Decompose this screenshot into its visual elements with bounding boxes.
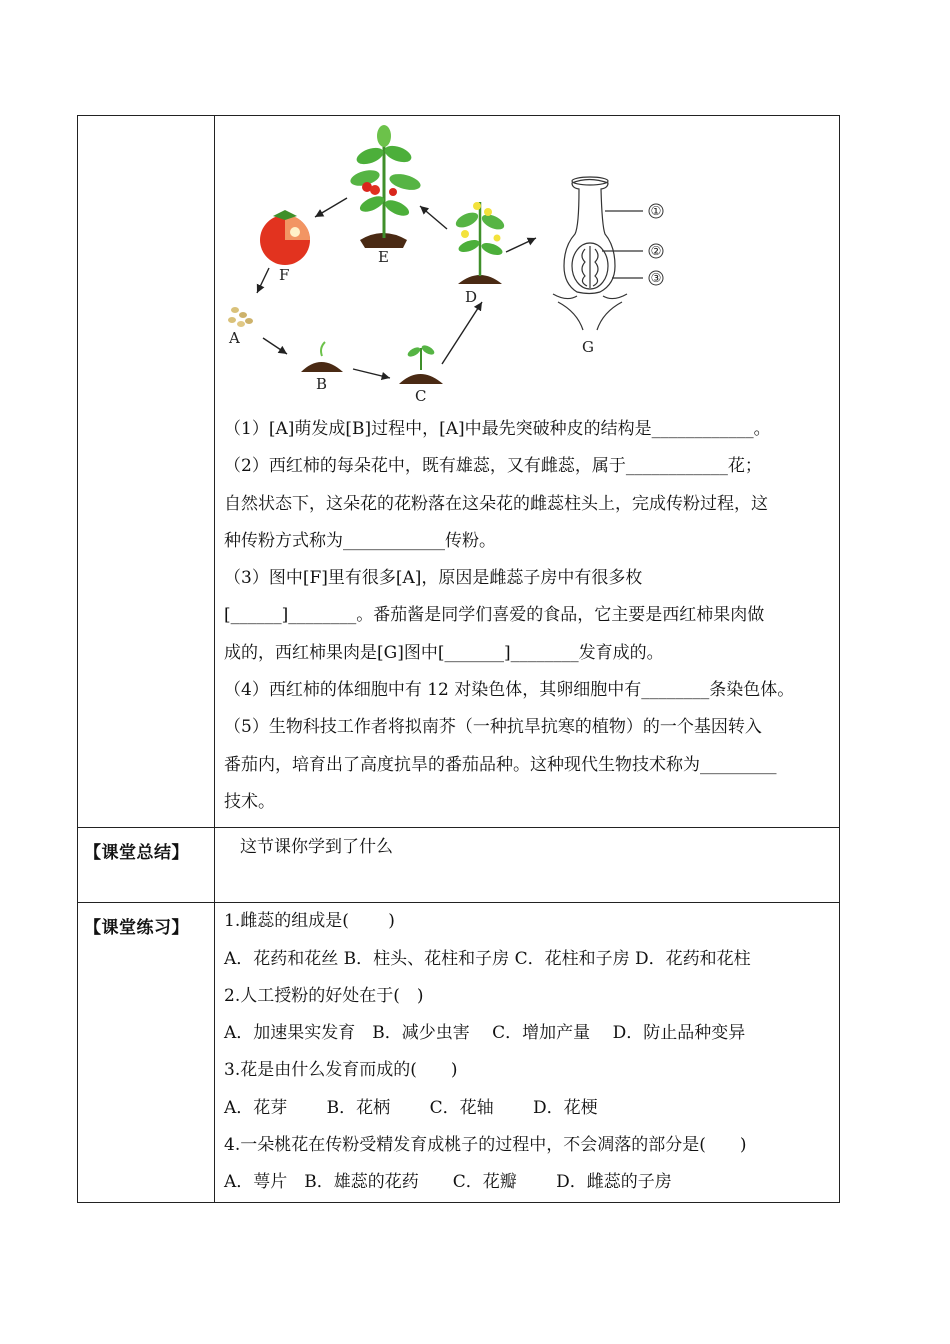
tomato-fruit-f-icon — [260, 210, 310, 265]
practice-label: 【课堂练习】 — [84, 918, 189, 939]
practice-row — [78, 903, 840, 1202]
tomato-life-cycle-diagram — [215, 116, 839, 408]
practice-line: A．加速果实发育 B．减少虫害 C．增加产量 D．防止品种变异 — [224, 1023, 746, 1044]
practice-line: 2.人工授粉的好处在于( ) — [224, 985, 424, 1006]
label-d: D — [465, 288, 478, 306]
practice-line: A．萼片 B．雄蕊的花药 C．花瓣 D．雌蕊的子房 — [224, 1172, 672, 1193]
question-line: [______]________。番茄酱是同学们喜爱的食品，它主要是西红柿果肉做 — [224, 605, 765, 626]
life-cycle-svg — [215, 116, 841, 408]
worksheet-table — [77, 115, 840, 1203]
marker-3: ③ — [650, 271, 662, 285]
summary-cell — [215, 828, 840, 903]
label-g: G — [582, 338, 594, 356]
label-b: B — [316, 375, 328, 393]
question-line: （1）[A]萌发成[B]过程中，[A]中最先突破种皮的结构是____________。 — [224, 419, 771, 439]
pistil-g-diagram — [553, 177, 643, 330]
marker-1: ① — [650, 204, 662, 218]
practice-line: 3.花是由什么发育而成的( ) — [224, 1060, 458, 1081]
question-line: （4）西红柿的体细胞中有 12 对染色体，其卵细胞中有________条染色体。 — [224, 680, 795, 701]
question-line: （3）图中[F]里有很多[A]，原因是雌蕊子房中有很多枚 — [224, 568, 643, 589]
label-c: C — [415, 387, 427, 405]
question-block — [215, 408, 839, 827]
diagram-row — [78, 116, 840, 828]
question-line: 种传粉方式称为____________传粉。 — [224, 530, 496, 551]
practice-line: 1.雌蕊的组成是( ) — [224, 911, 395, 932]
seeds-a-icon — [228, 307, 253, 327]
practice-line: A．花芽 B．花柄 C．花轴 D．花梗 — [224, 1097, 598, 1118]
seedling-c-icon — [399, 343, 443, 384]
label-e: E — [378, 248, 389, 266]
summary-label: 【课堂总结】 — [84, 843, 189, 864]
empty-label-cell — [78, 116, 215, 828]
label-a: A — [229, 329, 240, 347]
question-line: 自然状态下，这朵花的花粉落在这朵花的雌蕊柱头上，完成传粉过程，这 — [224, 493, 768, 514]
question-line: 番茄内，培育出了高度抗旱的番茄品种。这种现代生物技术称为_________ — [224, 754, 777, 775]
practice-line: 4.一朵桃花在传粉受精发育成桃子的过程中，不会凋落的部分是( ) — [224, 1135, 747, 1156]
label-f: F — [279, 266, 290, 284]
summary-row — [78, 828, 840, 903]
summary-text: 这节课你学到了什么 — [240, 837, 393, 858]
practice-cell — [215, 903, 840, 1202]
question-line: 成的，西红柿果肉是[G]图中[_______]________发育成的。 — [224, 642, 664, 663]
sprout-b-icon — [301, 342, 343, 372]
question-line: （2）西红柿的每朵花中，既有雄蕊，又有雌蕊，属于____________花； — [224, 456, 762, 477]
practice-line: A．花药和花丝 B．柱头、花柱和子房 C．花柱和子房 D．花药和花柱 — [224, 948, 751, 969]
question-line: （5）生物科技工作者将拟南芥（一种抗旱抗寒的植物）的一个基因转入 — [224, 717, 762, 738]
question-line: 技术。 — [224, 791, 275, 812]
marker-2: ② — [650, 244, 662, 258]
plant-e-icon — [349, 125, 423, 248]
flowering-plant-d-icon — [454, 202, 507, 284]
summary-label-cell — [78, 828, 215, 903]
practice-label-cell — [78, 903, 215, 1202]
diagram-question-cell — [215, 116, 840, 828]
